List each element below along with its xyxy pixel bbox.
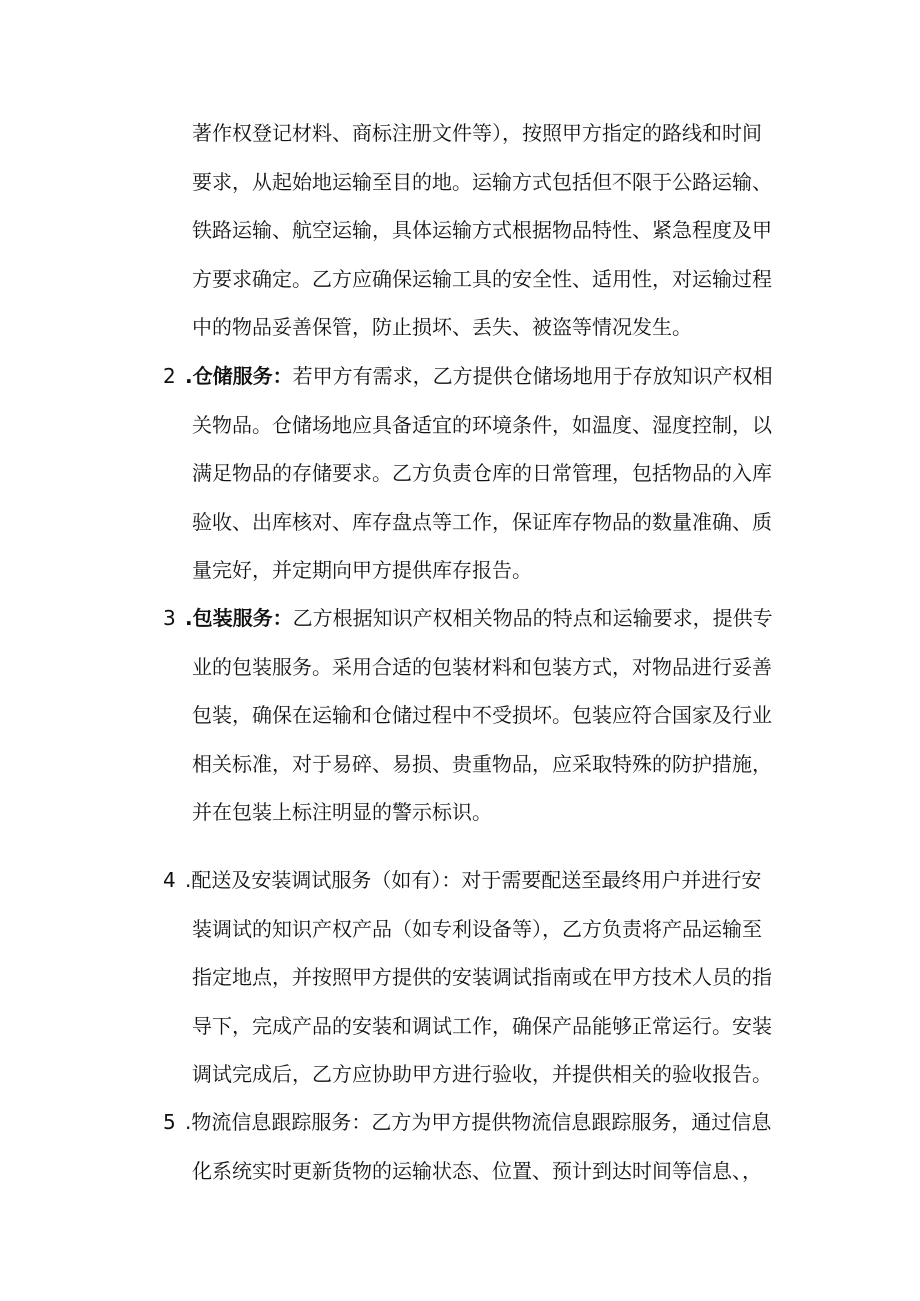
text-line <box>163 856 783 905</box>
text-line: 包装，确保在运输和仓储过程中不受损坏。包装应符合国家及行业 <box>192 703 772 727</box>
text-line: 方要求确定。乙方应确保运输工具的安全性、适用性，对运输过程 <box>192 266 772 291</box>
item-number: 5 <box>163 1110 176 1134</box>
item-text: .配送及安装调试服务（如有）：对于需要配送至最终用户并进行安 <box>185 868 762 892</box>
text-line: 相关标准，对于易碎、易损、贵重物品，应采取特殊的防护措施， <box>192 751 772 776</box>
text-line <box>163 1098 783 1147</box>
paragraph-packaging-service <box>163 594 783 837</box>
paragraph-delivery-installation <box>163 856 783 1099</box>
text-line: 验收、出库核对、库存盘点等工作，保证库存物品的数量准确、质 <box>192 509 772 534</box>
text-line: 调试完成后，乙方应协助甲方进行验收，并提供相关的验收报告。 <box>192 1062 772 1086</box>
item-text: .物流信息跟踪服务：乙方为甲方提供物流信息跟踪服务，通过信息 <box>185 1110 772 1134</box>
text-line: 铁路运输、航空运输，具体运输方式根据物品特性、紧急程度及甲 <box>192 218 772 242</box>
item-text: 若甲方有需求，乙方提供仓储场地用于存放知识产权相 <box>292 364 773 388</box>
text-line: 著作权登记材料、商标注册文件等），按照甲方指定的路线和时间 <box>192 121 762 145</box>
text-line: 化系统实时更新货物的运输状态、位置、预计到达时间等信息、， <box>192 1158 762 1183</box>
paragraph-storage-service <box>163 352 783 595</box>
text-line: 关物品。仓储场地应具备适宜的环境条件，如温度、湿度控制，以 <box>192 412 772 437</box>
item-number: 4 <box>163 868 176 892</box>
item-title: .包装服务： <box>185 606 293 630</box>
text-line <box>163 594 783 643</box>
paragraph-logistics-tracking <box>163 1098 783 1195</box>
item-number: 3 <box>163 606 176 630</box>
text-line: 装调试的知识产权产品（如专利设备等），乙方负责将产品运输至 <box>192 916 762 941</box>
text-line <box>163 352 783 401</box>
item-number: 2 <box>163 364 176 388</box>
text-line: 量完好，并定期向甲方提供库存报告。 <box>192 558 532 582</box>
text-line: 要求，从起始地运输至目的地。运输方式包括但不限于公路运输、 <box>192 169 772 194</box>
paragraph-transport-continued <box>163 109 783 352</box>
item-title: .仓储服务： <box>185 364 293 388</box>
text-line: 导下，完成产品的安装和调试工作，确保产品能够正常运行。安装 <box>192 1013 772 1038</box>
text-line: 业的包装服务。采用合适的包装材料和包装方式，对物品进行妥善 <box>192 654 772 679</box>
text-line: 指定地点，并按照甲方提供的安装调试指南或在甲方技术人员的指 <box>192 965 772 989</box>
text-line: 满足物品的存储要求。乙方负责仓库的日常管理，包括物品的入库 <box>192 461 772 485</box>
text-line: 中的物品妥善保管，防止损坏、丢失、被盗等情况发生。 <box>192 315 692 339</box>
text-line: 并在包装上标注明显的警示标识。 <box>192 800 492 824</box>
item-text: 乙方根据知识产权相关物品的特点和运输要求，提供专 <box>292 606 773 630</box>
